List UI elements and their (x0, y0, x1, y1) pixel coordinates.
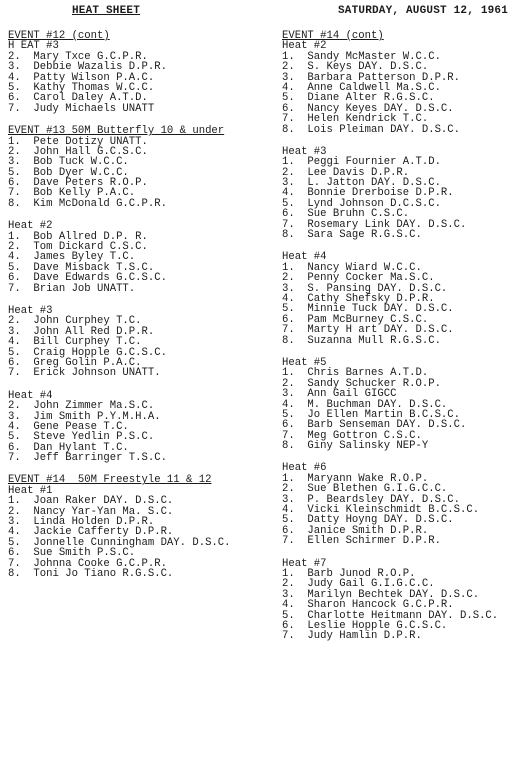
entry-line: 7. Rosemary Link DAY. D.S.C. (282, 218, 467, 231)
entry-line: 6. Pam McBurney C.S.C. (282, 313, 429, 326)
heat-block (282, 252, 518, 346)
event-heading: EVENT #12 (cont) (8, 30, 110, 42)
event-heading: EVENT #14 (cont) (282, 30, 384, 42)
entry-line: 6. Dave Edwards G.C.S.C. (8, 272, 167, 285)
entry-line: 1. Chris Barnes A.T.D. (282, 367, 429, 380)
event-heading: EVENT #13 50M Butterfly 10 & under (8, 125, 225, 138)
entry-line: 8. Sara Sage R.G.S.C. (282, 229, 422, 242)
entry-line: 6. Barb Senseman DAY. D.S.C. (282, 419, 467, 432)
entry-line: 4. M. Buchman DAY. D.S.C. (282, 398, 448, 411)
entry-line: 7. Helen Kendrick T.C. (282, 113, 429, 126)
entry-line: 1. Barb Junod R.O.P. (282, 567, 416, 580)
entry-line: 4. Patty Wilson P.A.C. (8, 71, 155, 84)
entry-line: 6. Dan Hylant T.C. (8, 441, 129, 454)
entry-line: 1. Pete Dotizy UNATT. (8, 135, 148, 148)
entry-line: 7. Judy Hamlin D.P.R. (282, 630, 422, 643)
entry-line: 2. Lee Davis D.P.R. (282, 166, 410, 179)
heat-heading: Heat #7 (282, 557, 327, 570)
entry-line: 6. Janice Smith D.P.R. (282, 524, 429, 537)
entry-line: 6. Greg Golin P.A.C. (8, 356, 142, 369)
entry-line: 4. Cathy Shefsky D.P.R. (282, 292, 435, 305)
heat-block (282, 31, 518, 135)
heat-block (282, 559, 518, 642)
entry-line: 2. Judy Gail G.I.G.C.C. (282, 578, 435, 591)
event-heading: EVENT #14 50M Freestyle 11 & 12 (8, 474, 212, 487)
entry-line: 8. Lois Pleiman DAY. D.S.C. (282, 123, 461, 136)
entry-line: 3. Debbie Wazalis D.P.R. (8, 61, 167, 74)
entry-line: 6. Leslie Hopple G.C.S.C. (282, 619, 448, 632)
heat-heading: Heat #4 (282, 251, 327, 264)
heat-block (8, 221, 260, 294)
entry-line: 2. Sandy Schucker R.O.P. (282, 377, 441, 390)
entry-line: 2. Penny Cocker Ma.S.C. (282, 272, 435, 285)
entry-line: 2. Nancy Yar-Yan Ma. S.C. (8, 505, 174, 518)
entry-line: 3. Marilyn Bechtek DAY. D.S.C. (282, 588, 480, 601)
entry-line: 8. Toni Jo Tiano R.G.S.C. (8, 567, 174, 580)
entry-line: 8. Giny Salinsky NEP-Y (282, 440, 429, 453)
entry-line: 4. Vicki Kleinschmidt B.C.S.C. (282, 504, 480, 517)
heat-heading: Heat #2 (8, 220, 53, 233)
entry-line: 2. Sue Blethen G.I.G.C.C. (282, 483, 448, 496)
entry-line: 3. John All Red D.P.R. (8, 325, 155, 338)
heat-block (282, 463, 518, 546)
entry-line: 7. Judy Michaels UNATT (8, 102, 155, 115)
entry-line: 6. Carol Daley A.T.D. (8, 92, 148, 105)
heat-heading: H EAT #3 (8, 40, 59, 53)
entry-line: 6. Sue Smith P.S.C. (8, 547, 136, 560)
entry-line: 7. Johnna Cooke G.C.P.R. (8, 557, 167, 570)
heat-heading: Heat #6 (282, 462, 327, 475)
entry-line: 6. Sue Bruhn C.S.C. (282, 208, 410, 221)
entry-line: 5. Lynd Johnson D.C.S.C. (282, 197, 441, 210)
heat-block (8, 31, 260, 114)
entry-line: 5. Bob Dyer W.C.C. (8, 166, 129, 179)
entry-line: 5. Jo Ellen Martin B.C.S.C. (282, 408, 461, 421)
entry-line: 7. Erick Johnson UNATT. (8, 367, 161, 380)
entry-line: 6. Nancy Keyes DAY. D.S.C. (282, 102, 454, 115)
entry-line: 8. Kim McDonald G.C.P.R. (8, 197, 167, 210)
entry-line: 3. Barbara Patterson D.P.R. (282, 71, 461, 84)
heat-block (8, 126, 260, 209)
entry-line: 7. Meg Gottron C.S.C. (282, 429, 422, 442)
heat-block (8, 391, 260, 464)
heat-heading: Heat #3 (282, 145, 327, 158)
entry-line: 3. Bob Tuck W.C.C. (8, 156, 129, 169)
heat-block (282, 147, 518, 241)
entry-line: 6. Dave Peters R.O.P. (8, 177, 148, 190)
entry-line: 5. Dave Misback T.S.C. (8, 261, 155, 274)
entry-line: 7. Bob Kelly P.A.C. (8, 187, 136, 200)
heat-heading: Heat #2 (282, 40, 327, 53)
heat-block (8, 475, 260, 579)
entry-line: 3. Ann Gail GIGCC (282, 388, 397, 401)
entry-line: 4. Bill Curphey T.C. (8, 336, 142, 349)
entry-line: 1. Nancy Wiard W.C.C. (282, 261, 422, 274)
entry-line: 2. S. Keys DAY. D.S.C. (282, 61, 429, 74)
entry-line: 2. Mary Txce G.C.P.R. (8, 50, 148, 63)
entry-line: 7. Brian Job UNATT. (8, 282, 136, 295)
entry-line: 5. Diane Alter R.G.S.C. (282, 92, 435, 105)
entry-line: 1. Joan Raker DAY. D.S.C. (8, 495, 174, 508)
entry-line: 2. Tom Dickard C.S.C. (8, 241, 148, 254)
entry-line: 2. John Hall G.C.S.C. (8, 145, 148, 158)
entry-line: 1. Bob Allred D.P. R. (8, 230, 148, 243)
entry-line: 8. Suzanna Mull R.G.S.C. (282, 334, 441, 347)
entry-line: 4. Gene Pease T.C. (8, 420, 129, 433)
entry-line: 2. John Curphey T.C. (8, 315, 142, 328)
entry-line: 1. Maryann Wake R.O.P. (282, 472, 429, 485)
entry-line: 3. L. Jatton DAY. D.S.C. (282, 177, 441, 190)
entry-line: 5. Minnie Tuck DAY. D.S.C. (282, 303, 454, 316)
heat-heading: Heat #4 (8, 389, 53, 402)
entry-line: 3. Linda Holden D.P.R. (8, 516, 155, 529)
entry-line: 4. James Byley T.C. (8, 251, 136, 264)
entry-line: 5. Steve Yedlin P.S.C. (8, 431, 155, 444)
right-column (282, 31, 518, 654)
entry-line: 5. Craig Hopple G.C.S.C. (8, 346, 167, 359)
entry-line: 5. Kathy Thomas W.C.C. (8, 81, 155, 94)
entry-line: 7. Marty H art DAY. D.S.C. (282, 324, 454, 337)
entry-line: 7. Ellen Schirmer D.P.R. (282, 535, 441, 548)
entry-line: 1. Sandy McMaster W.C.C. (282, 50, 441, 63)
meet-date: SATURDAY, AUGUST 12, 1961 (338, 5, 509, 17)
entry-line: 3. P. Beardsley DAY. D.S.C. (282, 493, 461, 506)
entry-line: 3. Jim Smith P.Y.M.H.A. (8, 410, 161, 423)
heat-heading: Heat #5 (282, 356, 327, 369)
entry-line: 1. Peggi Fournier A.T.D. (282, 156, 441, 169)
entry-line: 3. S. Pansing DAY. D.S.C. (282, 282, 448, 295)
entry-line: 5. Datty Hoyng DAY. D.S.C. (282, 514, 454, 527)
entry-line: 4. Sharon Hancock G.C.P.R. (282, 599, 454, 612)
left-column (8, 31, 260, 591)
entry-line: 4. Anne Caldwell Ma.S.C. (282, 81, 441, 94)
heat-block (282, 358, 518, 452)
heat-block (8, 306, 260, 379)
entry-line: 4. Bonnie Drerboise D.P.R. (282, 187, 454, 200)
entry-line: 5. Jonnelle Cunningham DAY. D.S.C. (8, 536, 231, 549)
heat-heading: Heat #3 (8, 304, 53, 317)
heat-heading: Heat #1 (8, 484, 53, 497)
entry-line: 4. Jackie Cafferty D.P.R. (8, 526, 174, 539)
entry-line: 5. Charlotte Heitmann DAY. D.S.C. (282, 609, 499, 622)
entry-line: 2. John Zimmer Ma.S.C. (8, 400, 155, 413)
entry-line: 7. Jeff Barringer T.S.C. (8, 452, 167, 465)
heat-sheet-title: HEAT SHEET (72, 5, 141, 17)
